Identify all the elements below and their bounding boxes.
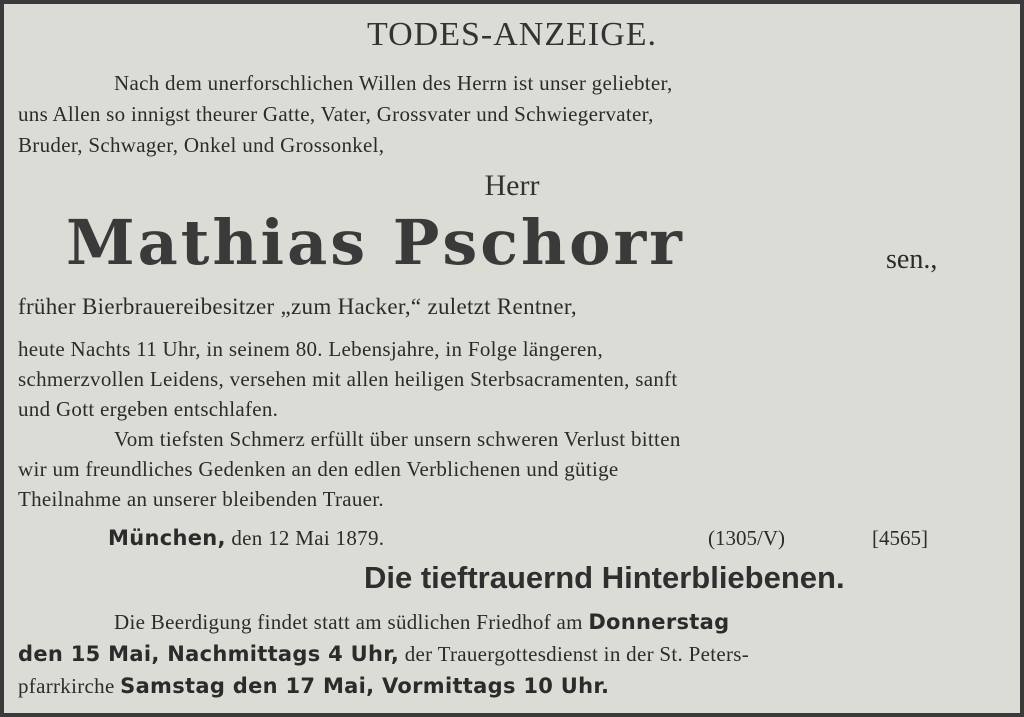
body-line-7: Theilnahme an unserer bleibenden Trauer. xyxy=(18,487,384,511)
funeral-line-1-text: Die Beerdigung findet statt am südlichen Friedhof am xyxy=(114,610,583,634)
body-line-1: früher Bierbrauereibesitzer „zum Hacker,“ zuletzt Rentner, xyxy=(18,294,577,319)
body-line-3: schmerzvollen Leidens, versehen mit allen heiligen Sterbsacramenten, sanft xyxy=(18,367,678,391)
date-text: den 12 Mai 1879. xyxy=(231,526,385,550)
intro-line-1: Nach dem unerforschlichen Willen des Herrn ist unser geliebter, xyxy=(114,71,673,95)
reference-2: [4565] xyxy=(872,526,928,550)
body-line-2: heute Nachts 11 Uhr, in seinem 80. Lebensjahre, in Folge längeren, xyxy=(18,337,604,361)
funeral-line-3-text: pfarrkirche xyxy=(18,674,115,698)
funeral-time: den 15 Mai, Nachmittags 4 Uhr, xyxy=(18,642,400,666)
intro-line-2: uns Allen so innigst theurer Gatte, Vater, Grossvater und Schwiegervater, xyxy=(18,102,654,126)
intro-line-3: Bruder, Schwager, Onkel und Grossonkel, xyxy=(18,133,385,157)
body-line-5: Vom tiefsten Schmerz erfüllt über unsern schweren Verlust bitten xyxy=(114,427,681,451)
salutation: Herr xyxy=(484,169,540,202)
funeral-line-3 xyxy=(18,674,609,699)
funeral-weekday: Donnerstag xyxy=(588,610,730,634)
signature: Die tieftrauernd Hinterbliebenen. xyxy=(364,560,845,595)
funeral-line-2 xyxy=(18,642,749,667)
name-suffix: sen., xyxy=(886,244,938,275)
body-line-4: und Gott ergeben entschlafen. xyxy=(18,397,279,421)
reference-1: (1305/V) xyxy=(708,526,785,550)
place-date xyxy=(108,526,384,551)
body-line-6: wir um freundliches Gedenken an den edlen Verblichenen und gütige xyxy=(18,457,619,481)
place-city: München, xyxy=(108,526,226,550)
deceased-name: Mathias Pschorr xyxy=(66,206,685,279)
notice-title: TODES-ANZEIGE. xyxy=(366,16,658,53)
funeral-line-2-text: der Trauergottesdienst in der St. Peters- xyxy=(404,642,750,666)
service-time: Samstag den 17 Mai, Vormittags 10 Uhr. xyxy=(120,674,610,698)
funeral-line-1 xyxy=(114,610,729,635)
